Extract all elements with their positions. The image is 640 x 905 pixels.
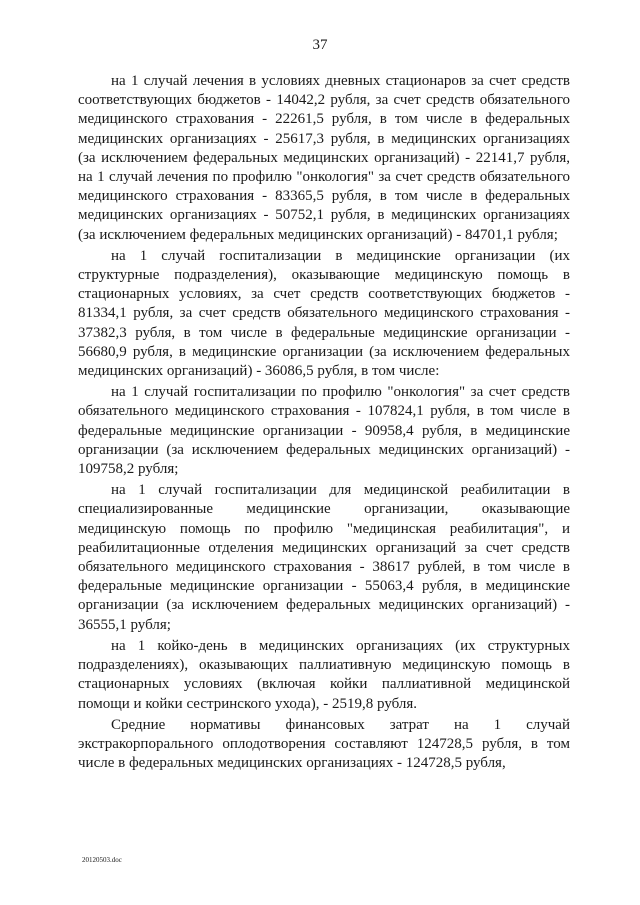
paragraph-hospitalization-costs: на 1 случай госпитализации в медицинские организации (их структурные подразделения), оказывающие медицинскую помощь в стационарных условиях, за счет средств соответствующих бюджетов - 81334,1 рубля, за счет средств обязательного медицинского страхования - 37382,3 рубля, в том числе в федеральные медицинские организации - 56680,9 рубля, в медицинские организации (за исключением федеральных медицинских организаций) - 36086,5 рубля, в том числе: [78, 247, 570, 380]
paragraph-ivf-costs: Средние нормативы финансовых затрат на 1 случай экстракорпорального оплодотворения составляют 124728,5 рубля, в том числе в федеральных медицинских организациях - 124728,5 рубля, [78, 716, 570, 772]
paragraph-palliative-bed-day: на 1 койко-день в медицинских организациях (их структурных подразделениях), оказывающих паллиативную медицинскую помощь в стационарных условиях (включая койки паллиативной медицинской помощи и койки сестринского ухода), - 2519,8 рубля. [78, 637, 570, 712]
footer-filename: 20120503.doc [82, 856, 122, 864]
paragraph-day-hospital-costs: на 1 случай лечения в условиях дневных стационаров за счет средств соответствующих бюджетов - 14042,2 рубля, за счет средств обязательного медицинского страхования - 22261,5 рубля, в том числе в федеральных медицинских организациях - 25617,3 рубля, в медицинских организациях (за исключением федеральных медицинских организаций) - 22141,7 рубля, на 1 случай лечения по профилю "онкология" за счет средств обязательного медицинского страхования - 83365,5 рубля, в том числе в федеральных медицинских организациях - 50752,1 рубля, в медицинских организациях (за исключением федеральных медицинских организаций) - 84701,1 рубля; [78, 73, 570, 243]
page-number: 37 [312, 37, 328, 53]
paragraph-rehabilitation-costs: на 1 случай госпитализации для медицинской реабилитации в специализированные медицинские организации, оказывающие медицинскую помощь по профилю "медицинская реабилитация", и реабилитационные отделения медицинских организаций за счет средств обязательного медицинского страхования - 38617 рублей, в том числе в федеральные медицинские организации - 55063,4 рубля, в медицинские организации (за исключением федеральных медицинских организаций) - 36555,1 рубля; [78, 482, 570, 633]
document-body [78, 72, 570, 773]
paragraph-oncology-hospitalization: на 1 случай госпитализации по профилю "онкология" за счет средств обязательного медицинского страхования - 107824,1 рубля, в том числе в федеральные медицинские организации - 90958,4 рубля, в медицинские организации (за исключением федеральных медицинских организаций) - 109758,2 рубля; [78, 384, 570, 478]
